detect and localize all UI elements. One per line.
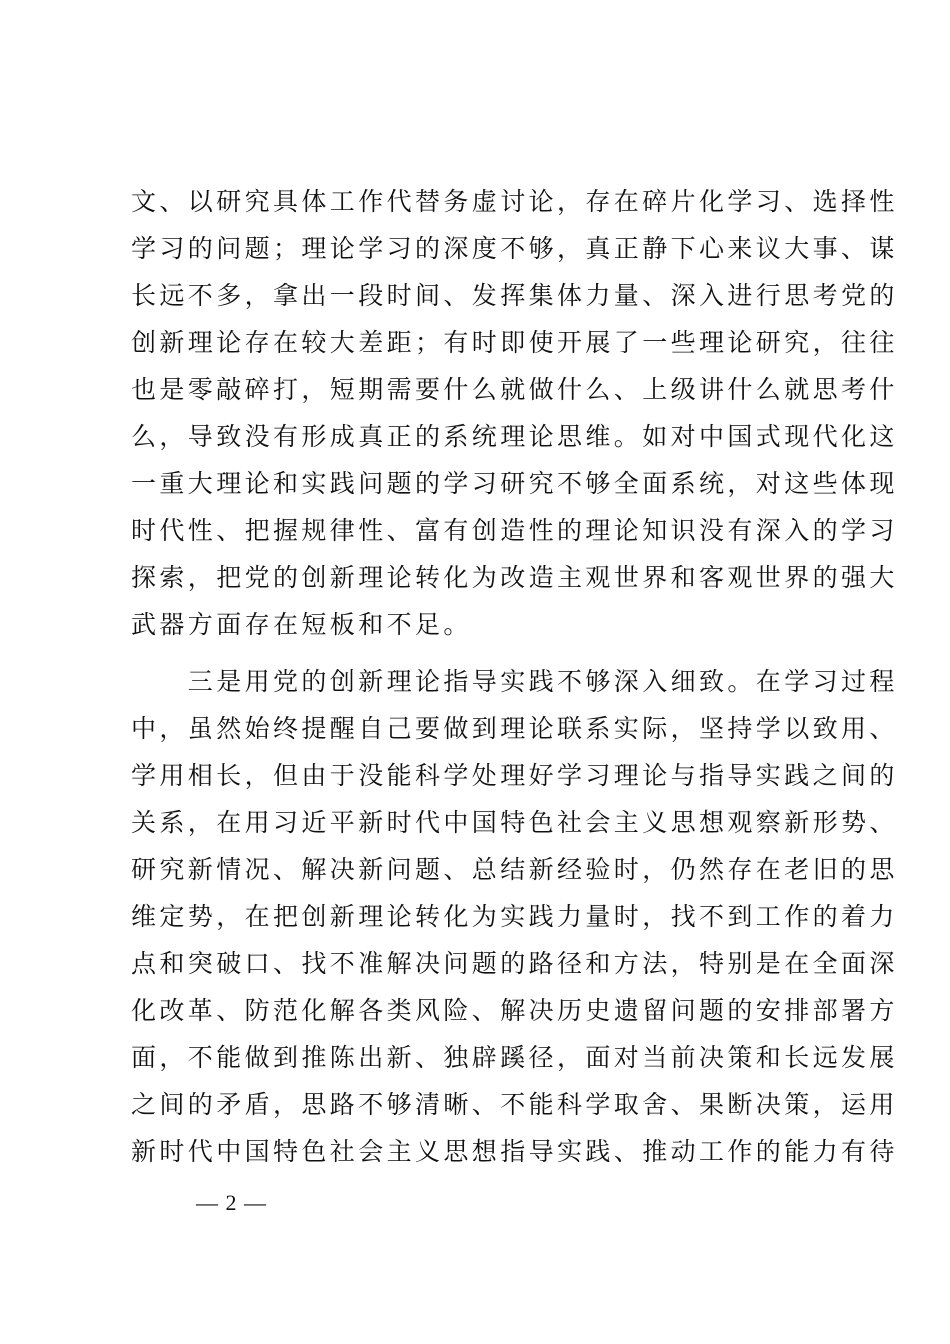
text-line: 探索，把党的创新理论转化为改造主观世界和客观世界的强大 bbox=[131, 563, 898, 592]
text-line: 学用相长，但由于没能科学处理好学习理论与指导实践之间的 bbox=[131, 761, 898, 790]
text-line: 一重大理论和实践问题的学习研究不够全面系统，对这些体现 bbox=[131, 469, 898, 498]
text-line: 学习的问题；理论学习的深度不够，真正静下心来议大事、谋 bbox=[131, 234, 898, 263]
paragraph-gap bbox=[131, 648, 831, 658]
text-line: 维定势，在把创新理论转化为实践力量时，找不到工作的着力 bbox=[131, 902, 898, 931]
text-line: 之间的矛盾，思路不够清晰、不能科学取舍、果断决策，运用 bbox=[131, 1090, 898, 1119]
text-line: 研究新情况、解决新问题、总结新经验时，仍然存在老旧的思 bbox=[131, 855, 898, 884]
text-line: 长远不多，拿出一段时间、发挥集体力量、深入进行思考党的 bbox=[131, 281, 898, 310]
text-line: 创新理论存在较大差距；有时即使开展了一些理论研究，往往 bbox=[131, 328, 898, 357]
text-line: 中，虽然始终提醒自己要做到理论联系实际，坚持学以致用、 bbox=[131, 714, 898, 743]
text-line: 化改革、防范化解各类风险、解决历史遗留问题的安排部署方 bbox=[131, 996, 898, 1025]
text-line: 点和突破口、找不准解决问题的路径和方法，特别是在全面深 bbox=[131, 949, 898, 978]
paragraph-2 bbox=[131, 658, 898, 1175]
text-line: 新时代中国特色社会主义思想指导实践、推动工作的能力有待 bbox=[131, 1137, 898, 1166]
text-line: 时代性、把握规律性、富有创造性的理论知识没有深入的学习 bbox=[131, 516, 898, 545]
paragraph-1 bbox=[131, 178, 898, 648]
body-text bbox=[131, 178, 898, 1175]
text-line: 三是用党的创新理论指导实践不够深入细致。在学习过程 bbox=[131, 667, 898, 696]
page-number: — 2 — bbox=[196, 1190, 267, 1215]
text-line: 么，导致没有形成真正的系统理论思维。如对中国式现代化这 bbox=[131, 422, 898, 451]
text-line: 关系，在用习近平新时代中国特色社会主义思想观察新形势、 bbox=[131, 808, 898, 837]
text-line: 也是零敲碎打，短期需要什么就做什么、上级讲什么就思考什 bbox=[131, 375, 898, 404]
text-line: 文、以研究具体工作代替务虚讨论，存在碎片化学习、选择性 bbox=[131, 187, 898, 216]
text-line: 面，不能做到推陈出新、独辟蹊径，面对当前决策和长远发展 bbox=[131, 1043, 898, 1072]
text-line: 武器方面存在短板和不足。 bbox=[131, 610, 472, 639]
